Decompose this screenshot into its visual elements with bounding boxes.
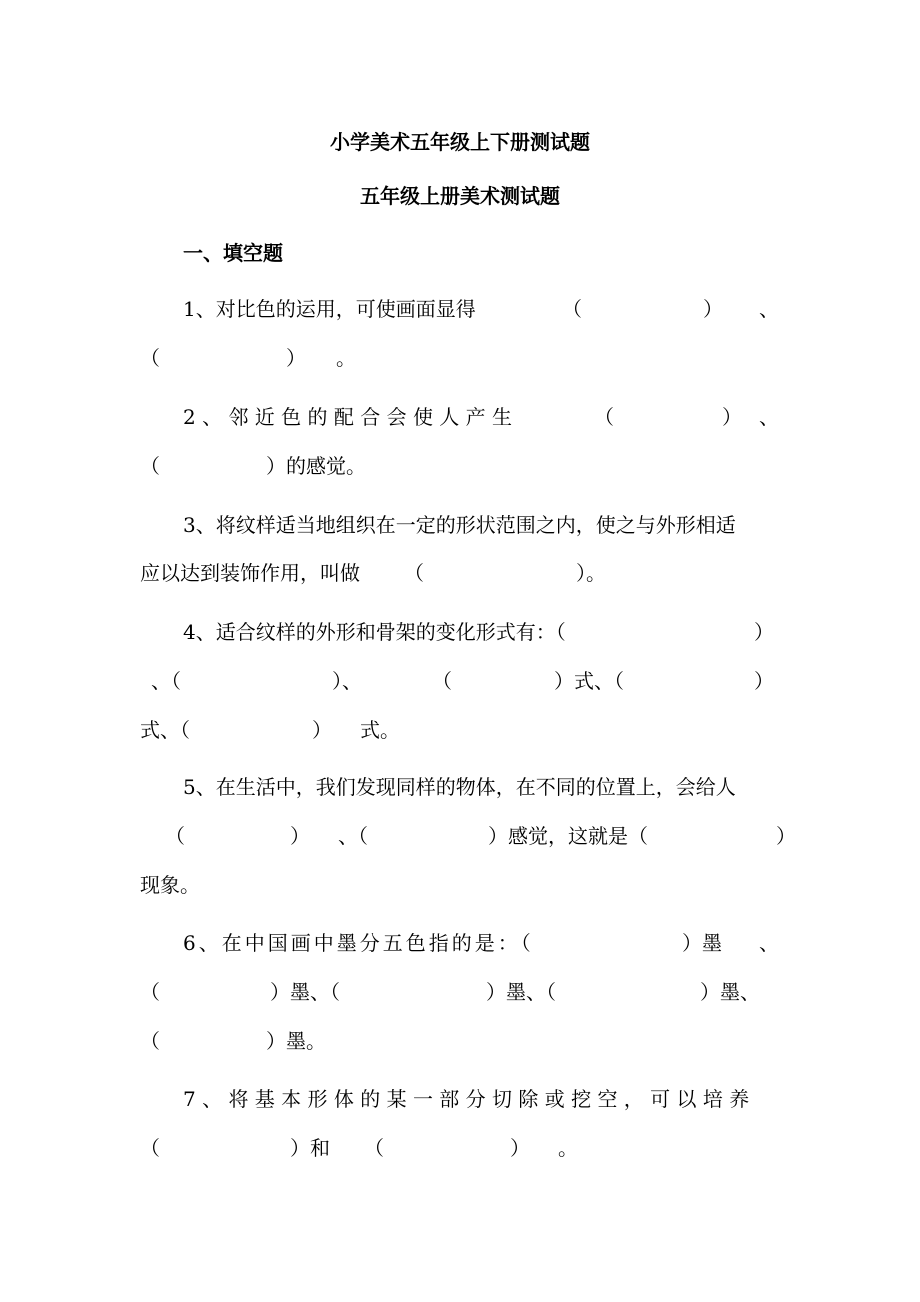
question-2-blank-1-open: （ bbox=[594, 405, 614, 429]
question-6-separator: 、 bbox=[759, 931, 779, 955]
question-6-blank-4-close: ）墨、 bbox=[700, 980, 760, 1004]
question-6-blank-2-close: ）墨、（ bbox=[270, 980, 340, 1004]
question-4-blank-2-open: 、（ bbox=[151, 669, 181, 693]
question-5-blank-1-close: ） bbox=[290, 824, 310, 848]
question-6-blank-5-close: ）墨。 bbox=[266, 1029, 326, 1053]
question-4-blank-4-close: ） bbox=[754, 669, 774, 693]
question-3-blank-close: ）。 bbox=[576, 561, 606, 585]
question-1-separator: 、 bbox=[759, 297, 779, 321]
question-1-blank-1-close: ） bbox=[703, 297, 723, 321]
question-2-separator: 、 bbox=[759, 405, 779, 429]
document-subtitle: 五年级上册美术测试题 bbox=[360, 184, 560, 208]
question-5-blank-1-open: （ bbox=[165, 824, 185, 848]
question-1-blank-2-open: （ bbox=[140, 346, 160, 370]
question-4-blank-3-close: ）式、（ bbox=[554, 669, 624, 693]
question-3-text: 3、将纹样适当地组织在一定的形状范围之内，使之与外形相适 bbox=[183, 513, 736, 537]
question-4-end: 式。 bbox=[360, 718, 400, 742]
question-6-text: 6、在中国画中墨分五色指的是：（ bbox=[183, 931, 534, 955]
question-4-blank-5-open: 式、（ bbox=[140, 718, 190, 742]
question-1-blank-1-open: （ bbox=[562, 297, 582, 321]
question-5-end: 现象。 bbox=[140, 873, 200, 897]
question-3-text-2: 应以达到装饰作用，叫做 bbox=[140, 561, 360, 585]
question-4-text: 4、适合纹样的外形和骨架的变化形式有：（ bbox=[183, 620, 566, 644]
question-2-text: 2 、 邻 近 色 的 配 合 会 使 人 产 生 bbox=[183, 405, 513, 429]
question-7-end: 。 bbox=[558, 1136, 578, 1160]
question-4-blank-1-close: ） bbox=[754, 620, 774, 644]
question-5-blank-3-close: ） bbox=[776, 824, 796, 848]
question-5-blank-2-open: 、（ bbox=[338, 824, 368, 848]
question-7-blank-1-close: ）和 bbox=[290, 1136, 330, 1160]
question-2-blank-2-open: （ bbox=[140, 454, 160, 478]
question-7-blank-2-close: ） bbox=[510, 1136, 530, 1160]
question-4-blank-5-close: ） bbox=[312, 718, 332, 742]
question-4-blank-2-close: ）、 bbox=[332, 669, 362, 693]
question-5-text: 5、在生活中，我们发现同样的物体，在不同的位置上，会给人 bbox=[183, 775, 736, 799]
question-1-blank-2-close: ） bbox=[286, 346, 306, 370]
question-6-blank-2-open: （ bbox=[140, 980, 160, 1004]
question-4-blank-3-open: （ bbox=[432, 669, 452, 693]
question-5-blank-2-close: ）感觉，这就是（ bbox=[488, 824, 648, 848]
question-7-blank-2-open: （ bbox=[364, 1136, 384, 1160]
question-7-blank-1-open: （ bbox=[140, 1136, 160, 1160]
section-heading: 一、填空题 bbox=[183, 241, 283, 265]
question-6-blank-3-close: ）墨、（ bbox=[486, 980, 556, 1004]
question-7-text: 7 、 将 基 本 形 体 的 某 一 部 分 切 除 或 挖 空 ， 可 以 培 养 bbox=[183, 1087, 750, 1111]
question-1-end: 。 bbox=[336, 346, 356, 370]
question-1-text: 1、对比色的运用，可使画面显得 bbox=[183, 297, 476, 321]
question-2-blank-1-close: ） bbox=[722, 405, 742, 429]
question-2-blank-2-close: ）的感觉。 bbox=[266, 454, 366, 478]
document-title: 小学美术五年级上下册测试题 bbox=[330, 130, 590, 154]
question-3-blank-open: （ bbox=[404, 561, 424, 585]
question-6-blank-5-open: （ bbox=[140, 1029, 160, 1053]
question-6-blank-1-close: ）墨 bbox=[682, 931, 722, 955]
